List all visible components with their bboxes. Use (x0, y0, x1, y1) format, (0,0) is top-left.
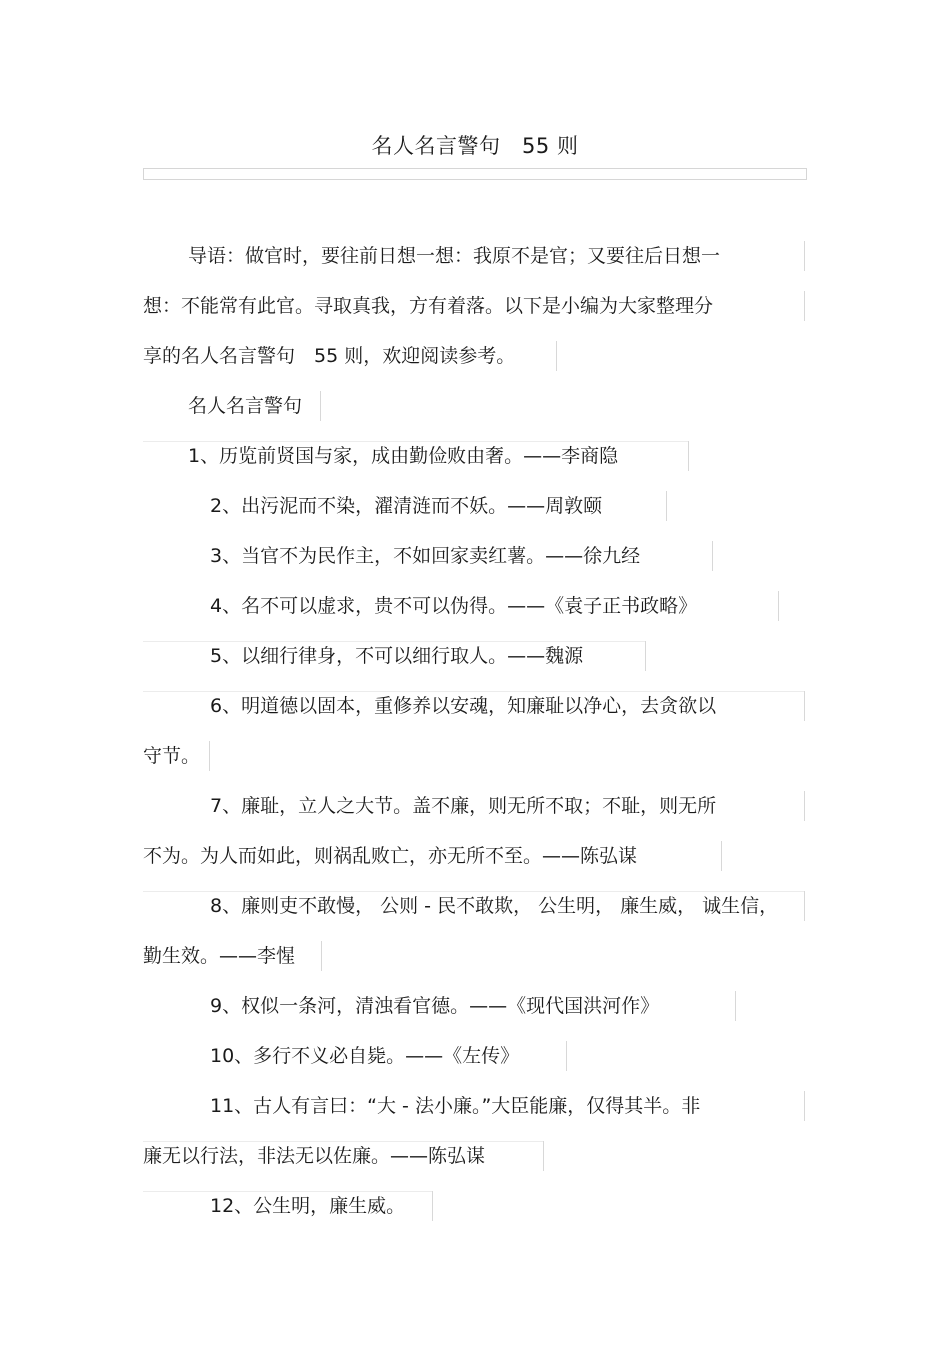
intro-line-1: 导语：做官时，要往前日想一想：我原不是官；又要往后日想一 (188, 245, 721, 267)
list-item: 12、公生明，廉生威。 (210, 1195, 406, 1217)
text-guide (143, 891, 805, 892)
title-underline (143, 168, 807, 180)
text-guide (712, 541, 713, 571)
list-item: 2、出污泥而不染，濯清涟而不妖。——周敦颐 (210, 495, 603, 517)
text-guide (143, 691, 805, 692)
list-item: 11、古人有言曰：“大 - 法小廉。”大臣能廉，仅得其半。非 (210, 1095, 701, 1117)
text-guide (804, 891, 805, 921)
text-guide (143, 441, 689, 442)
document-title: 名人名言警句 55 则 (371, 134, 579, 158)
text-guide (543, 1141, 544, 1171)
text-guide (688, 441, 689, 471)
text-guide (804, 1091, 805, 1121)
text-guide (778, 591, 779, 621)
list-item: 3、当官不为民作主，不如回家卖红薯。——徐九经 (210, 545, 641, 567)
text-guide (804, 691, 805, 721)
text-guide (556, 341, 557, 371)
text-guide (666, 491, 667, 521)
list-item: 9、权似一条河，清浊看官德。——《现代国洪河作》 (210, 995, 660, 1017)
list-item-continued: 勤生效。——李惺 (143, 945, 296, 967)
list-item-continued: 廉无以行法，非法无以佐廉。——陈弘谋 (143, 1145, 486, 1167)
list-item: 8、廉则吏不敢慢， 公则 - 民不敢欺， 公生明， 廉生威， 诚生信， (210, 895, 779, 917)
text-guide (721, 841, 722, 871)
text-guide (321, 941, 322, 971)
text-guide (566, 1041, 567, 1071)
list-item: 4、名不可以虚求，贵不可以伪得。——《袁子正书政略》 (210, 595, 698, 617)
text-guide (143, 641, 645, 642)
text-guide (804, 291, 805, 321)
text-guide (143, 1191, 432, 1192)
text-guide (804, 791, 805, 821)
list-item-continued: 不为。为人而如此，则祸乱败亡，亦无所不至。——陈弘谋 (143, 845, 638, 867)
text-guide (735, 991, 736, 1021)
list-item: 10、多行不义必自毙。——《左传》 (210, 1045, 520, 1067)
text-guide (143, 1141, 543, 1142)
list-item: 6、明道德以固本，重修养以安魂，知廉耻以净心，去贪欲以 (210, 695, 717, 717)
text-guide (209, 741, 210, 771)
list-item: 5、以细行律身，不可以细行取人。——魏源 (210, 645, 584, 667)
section-heading: 名人名言警句 (188, 395, 303, 417)
text-guide (645, 641, 646, 671)
list-item-continued: 守节。 (143, 745, 201, 767)
intro-line-3: 享的名人名言警句 55 则，欢迎阅读参考。 (143, 345, 516, 367)
text-guide (320, 391, 321, 421)
list-item: 1、历览前贤国与家，成由勤俭败由奢。——李商隐 (188, 445, 619, 467)
text-guide (432, 1191, 433, 1221)
list-item: 7、廉耻，立人之大节。盖不廉，则无所不取；不耻，则无所 (210, 795, 717, 817)
intro-line-2: 想：不能常有此官。寻取真我，方有着落。以下是小编为大家整理分 (143, 295, 714, 317)
text-guide (804, 241, 805, 271)
